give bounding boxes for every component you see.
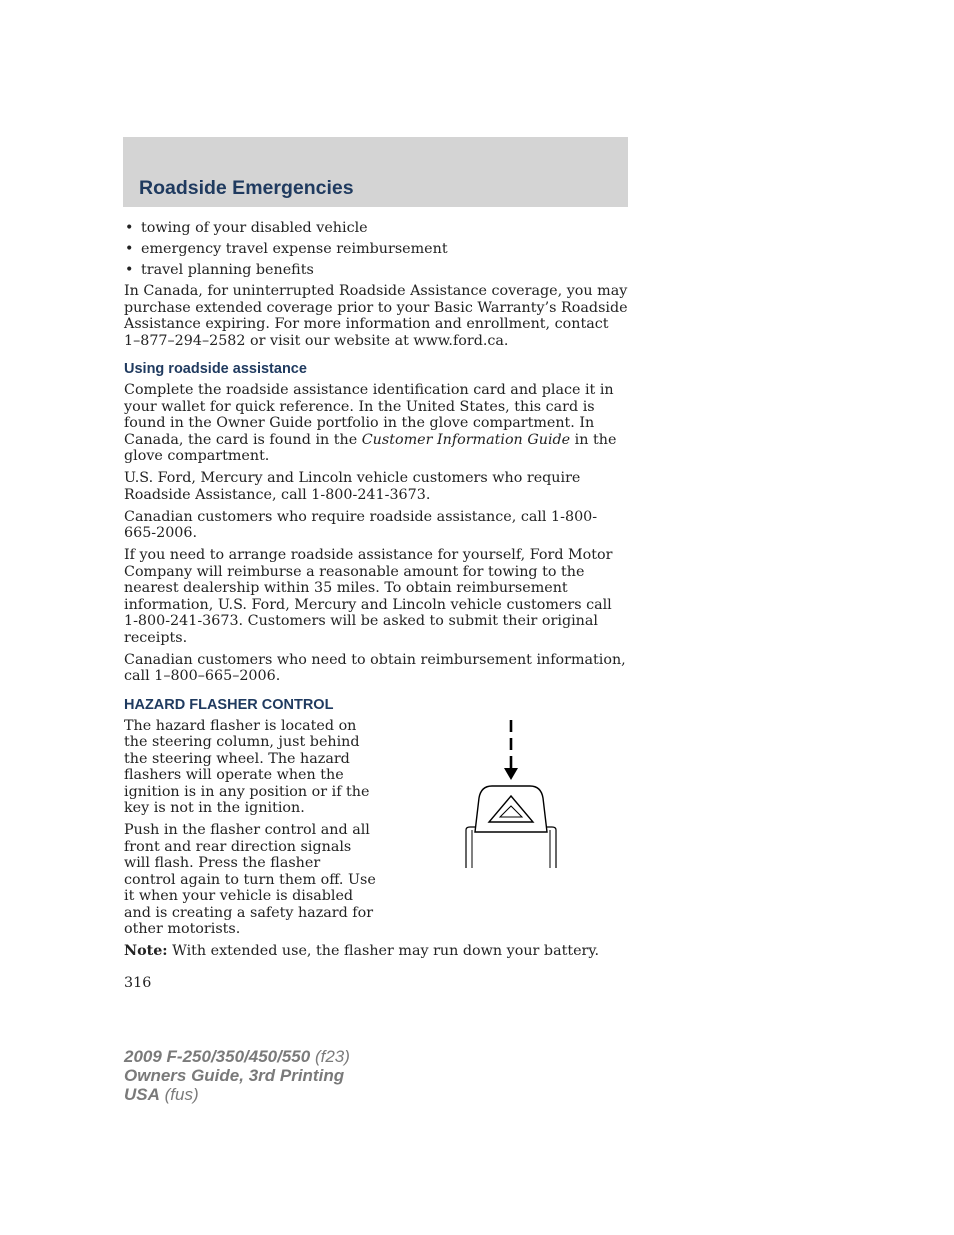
page-content bbox=[124, 220, 629, 991]
hazard-paragraph-1: The hazard flasher is located on the steering column, just behind the steering wheel. The hazard flashers will operate when the ignition is in any position or if the key is not in the ignition. bbox=[124, 717, 370, 816]
using-paragraph-1 bbox=[124, 382, 629, 465]
canada-paragraph: In Canada, for uninterrupted Roadside Assistance coverage, you may purchase extended coverage prior to your Basic Warranty’s Roadside Assistance expiring. For more information and enrollment, contact 1–877–294–2582 or visit our website at www.ford.ca. bbox=[124, 283, 628, 349]
using-paragraph-5: Canadian customers who need to obtain reimbursement information, call 1–800–665–2006. bbox=[124, 651, 626, 684]
using-paragraph-4: If you need to arrange roadside assistance for yourself, Ford Motor Company will reimburse a reasonable amount for towing to the nearest dealership within 35 miles. To obtain reimbursement information, U.S. Ford, Mercury and Lincoln vehicle customers call 1-800-241-3673. Customers will be asked to submit their original receipts. bbox=[124, 547, 613, 646]
hazard-heading: HAZARD FLASHER CONTROL bbox=[124, 696, 334, 713]
list-item: • emergency travel expense reimbursement bbox=[124, 241, 629, 258]
using-paragraph-3: Canadian customers who require roadside assistance, call 1-800-665-2006. bbox=[124, 508, 598, 541]
section-title: Roadside Emergencies bbox=[139, 177, 354, 199]
footer-market-code: (fus) bbox=[159, 1085, 199, 1104]
list-item: • travel planning benefits bbox=[124, 262, 629, 279]
footer-market: USA bbox=[124, 1085, 160, 1104]
hazard-section bbox=[124, 718, 629, 938]
using-paragraph-2: U.S. Ford, Mercury and Lincoln vehicle customers who require Roadside Assistance, call 1-800-241-3673. bbox=[124, 470, 581, 503]
footer-line-1 bbox=[124, 1047, 350, 1066]
note-text: With extended use, the flasher may run down your battery. bbox=[167, 943, 600, 959]
section-header-band bbox=[123, 137, 628, 207]
using-p1-end: in the glove compartment. bbox=[124, 431, 617, 464]
list-item: • towing of your disabled vehicle bbox=[124, 220, 629, 237]
arrow-down-icon bbox=[504, 720, 518, 780]
using-roadside-heading: Using roadside assistance bbox=[124, 361, 307, 377]
footer-model: 2009 F-250/350/450/550 bbox=[124, 1047, 311, 1066]
customer-info-guide-title: Customer Information Guide bbox=[361, 431, 571, 448]
note-label: Note: bbox=[124, 943, 168, 959]
hazard-button-icon bbox=[466, 786, 556, 868]
note-paragraph bbox=[124, 943, 629, 960]
hazard-paragraph-2: Push in the flasher control and all front and rear direction signals will flash. Press the flasher control again to turn them off. Use it when your vehicle is disabled and is creating a safety hazard for other motorists. bbox=[124, 822, 376, 937]
footer-model-code: (f23) bbox=[310, 1047, 350, 1066]
page-number: 316 bbox=[124, 974, 152, 991]
hazard-flasher-illustration bbox=[464, 718, 564, 876]
using-p1-start: Complete the roadside assistance identification card and place it in your wallet for quick reference. In the United States, this card is found in the Owner Guide portfolio in the glove compartment. In Canada, the card is found in the bbox=[124, 382, 614, 448]
benefits-list bbox=[124, 220, 629, 279]
footer-line-3 bbox=[124, 1085, 350, 1104]
footer-line-2: Owners Guide, 3rd Printing bbox=[124, 1066, 345, 1085]
publication-footer bbox=[124, 1047, 350, 1104]
hazard-text bbox=[124, 718, 376, 938]
